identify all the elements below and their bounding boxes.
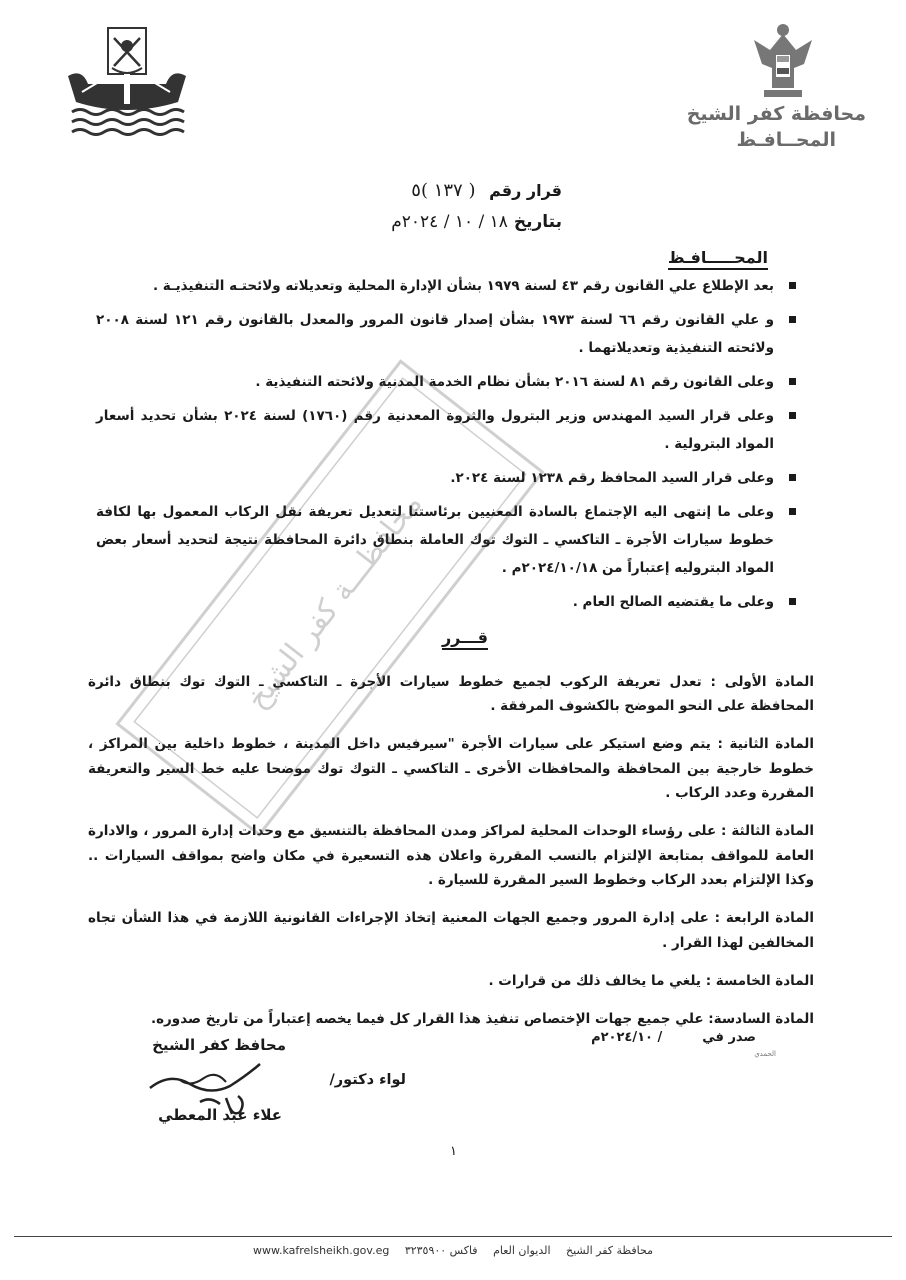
signature-governor: محافظ كفر الشيخ — [152, 1036, 286, 1054]
stamp-text: محافظـــة كفر الشيخ — [239, 486, 430, 717]
governorate-header — [676, 20, 866, 160]
footer-website-link[interactable]: www.kafrelsheikh.gov.eg — [252, 1244, 390, 1257]
preamble-item: وعلى القانون رقم ٨١ لسنة ٢٠١٦ بشأن نظام الخدمة المدنية ولائحته التنفيذية . — [96, 368, 796, 396]
footer-office: الديوان العام — [493, 1244, 551, 1257]
article-4: المادة الرابعة : على إدارة المرور وجميع الجهات المعنية إتخاذ الإجراءات القانونية اللازمة في هذا الشأن تجاه المخالفين لهذا القرار . — [88, 910, 814, 951]
footer-fax: فاكس ٣٢٣٥٩٠٠ — [404, 1244, 478, 1257]
bullet-icon — [789, 378, 796, 385]
heading-decides: قـــرر — [442, 628, 488, 650]
footer — [0, 1244, 906, 1257]
decision-date-label: بتاريخ — [513, 212, 562, 232]
governor-title: المحــافـظ — [736, 129, 836, 151]
article-1: المادة الأولى : تعدل تعريفة الركوب لجميع خطوط سيارات الأجرة ـ التاكسي ـ التوك توك بنطاق دائرة المحافظة على النحو الموضح بالكشوف المرفقة . — [88, 673, 814, 714]
preamble-item: بعد الإطلاع علي القانون رقم ٤٣ لسنة ١٩٧٩ بشأن الإدارة المحلية وتعديلاته ولائحتـه التنفيذيـة . — [96, 272, 796, 300]
preamble-item: و علي القانون رقم ٦٦ لسنة ١٩٧٣ بشأن إصدار قانون المرور والمعدل بالقانون رقم ١٢١ لسنة ٢٠٠٨ ولائحته التنفيذية وتعديلاتهما . — [96, 306, 796, 362]
bullet-icon — [789, 474, 796, 481]
bullet-icon — [789, 412, 796, 419]
issued-date-value: / ٢٠٢٤/١٠م — [591, 1030, 663, 1045]
article-3: المادة الثالثة : على رؤساء الوحدات المحلية لمراكز ومدن المحافظة بالتنسيق مع وحدات إدارة المرور ، والادارة العامة للمواقف بمتابعة الإلتزام بالنسب المقررة واعلان هذه التسعيرة في مكان واضح بمواقف السيارات .. وكذا الإلتزام بعدد الركاب وخطوط السير المقررة للسيارة . — [88, 823, 814, 888]
preamble-item: وعلى قرار السيد المحافظ رقم ١٢٣٨ لسنة ٢٠٢٤. — [96, 464, 796, 492]
footer-gov: محافظة كفر الشيخ — [566, 1244, 654, 1257]
decision-date — [391, 212, 562, 232]
small-note: الحمدي — [754, 1050, 776, 1058]
bullet-icon — [789, 316, 796, 323]
preamble-item: وعلى ما إنتهى اليه الإجتماع بالسادة المعنيين برئاستنا لتعديل تعريفة نقل الركاب المعمول بها لكافة خطوط سيارات الأجرة ـ التاكسي ـ التوك توك العاملة بنطاق دائرة المحافظة نتيجة لتحديد أسعار بعض المواد البتروليه إعتباراً من ٢٠٢٤/١٠/١٨م . — [96, 498, 796, 582]
footer-divider — [14, 1236, 892, 1237]
signature-rank: لواء دكتور/ — [329, 1072, 406, 1088]
articles — [88, 656, 814, 1031]
article-6: المادة السادسة: علي جميع جهات الإختصاص تنفيذ هذا القرار كل فيما يخصه إعتباراً من تاريخ صدوره. — [150, 1010, 814, 1027]
preamble-item: وعلى ما يقتضيه الصالح العام . — [96, 588, 796, 616]
decision-date-value: ١٨ / ١٠ / ٢٠٢٤م — [391, 212, 508, 232]
bullet-icon — [789, 282, 796, 289]
governorate-name: محافظة كفر الشيخ — [686, 103, 866, 125]
decision-number-label: قرار رقم — [489, 181, 562, 200]
preamble-item: وعلى قرار السيد المهندس وزير البترول والثروة المعدنية رقم (١٧٦٠) لسنة ٢٠٢٤ بشأن تحديد أسعار المواد البترولية . — [96, 402, 796, 458]
eagle-emblem-icon — [748, 20, 818, 100]
article-5: المادة الخامسة : يلغي ما يخالف ذلك من قرارات . — [488, 972, 814, 989]
issued-date — [591, 1030, 756, 1045]
heading-governor: المحـــــافـظ — [668, 248, 768, 270]
signature-text: ١٨ / ١٠ / ٢٠٢٤ — [133, 1058, 140, 1059]
article-2: المادة الثانية : يتم وضع استيكر على سيارات الأجرة "سيرفيس داخل المدينة ، خطوط داخلية بين المراكز ، خطوط خارجية بين المحافظة والمحافظات الأخرى ـ التاكسي ـ التوك توك موضحا عليه خط السير والتعريفة المقررة وعدد الركاب . — [88, 736, 814, 801]
issued-label: صدر في — [702, 1030, 756, 1045]
page-number: ١ — [450, 1144, 457, 1159]
decision-number — [411, 180, 562, 201]
decision-number-value: ( ١٣٧ )٥ — [411, 180, 476, 201]
signature-name: علاء عبد المعطي — [158, 1106, 282, 1124]
preamble-list — [96, 272, 796, 622]
bullet-icon — [789, 598, 796, 605]
boat-emblem-icon — [62, 22, 190, 140]
bullet-icon — [789, 508, 796, 515]
